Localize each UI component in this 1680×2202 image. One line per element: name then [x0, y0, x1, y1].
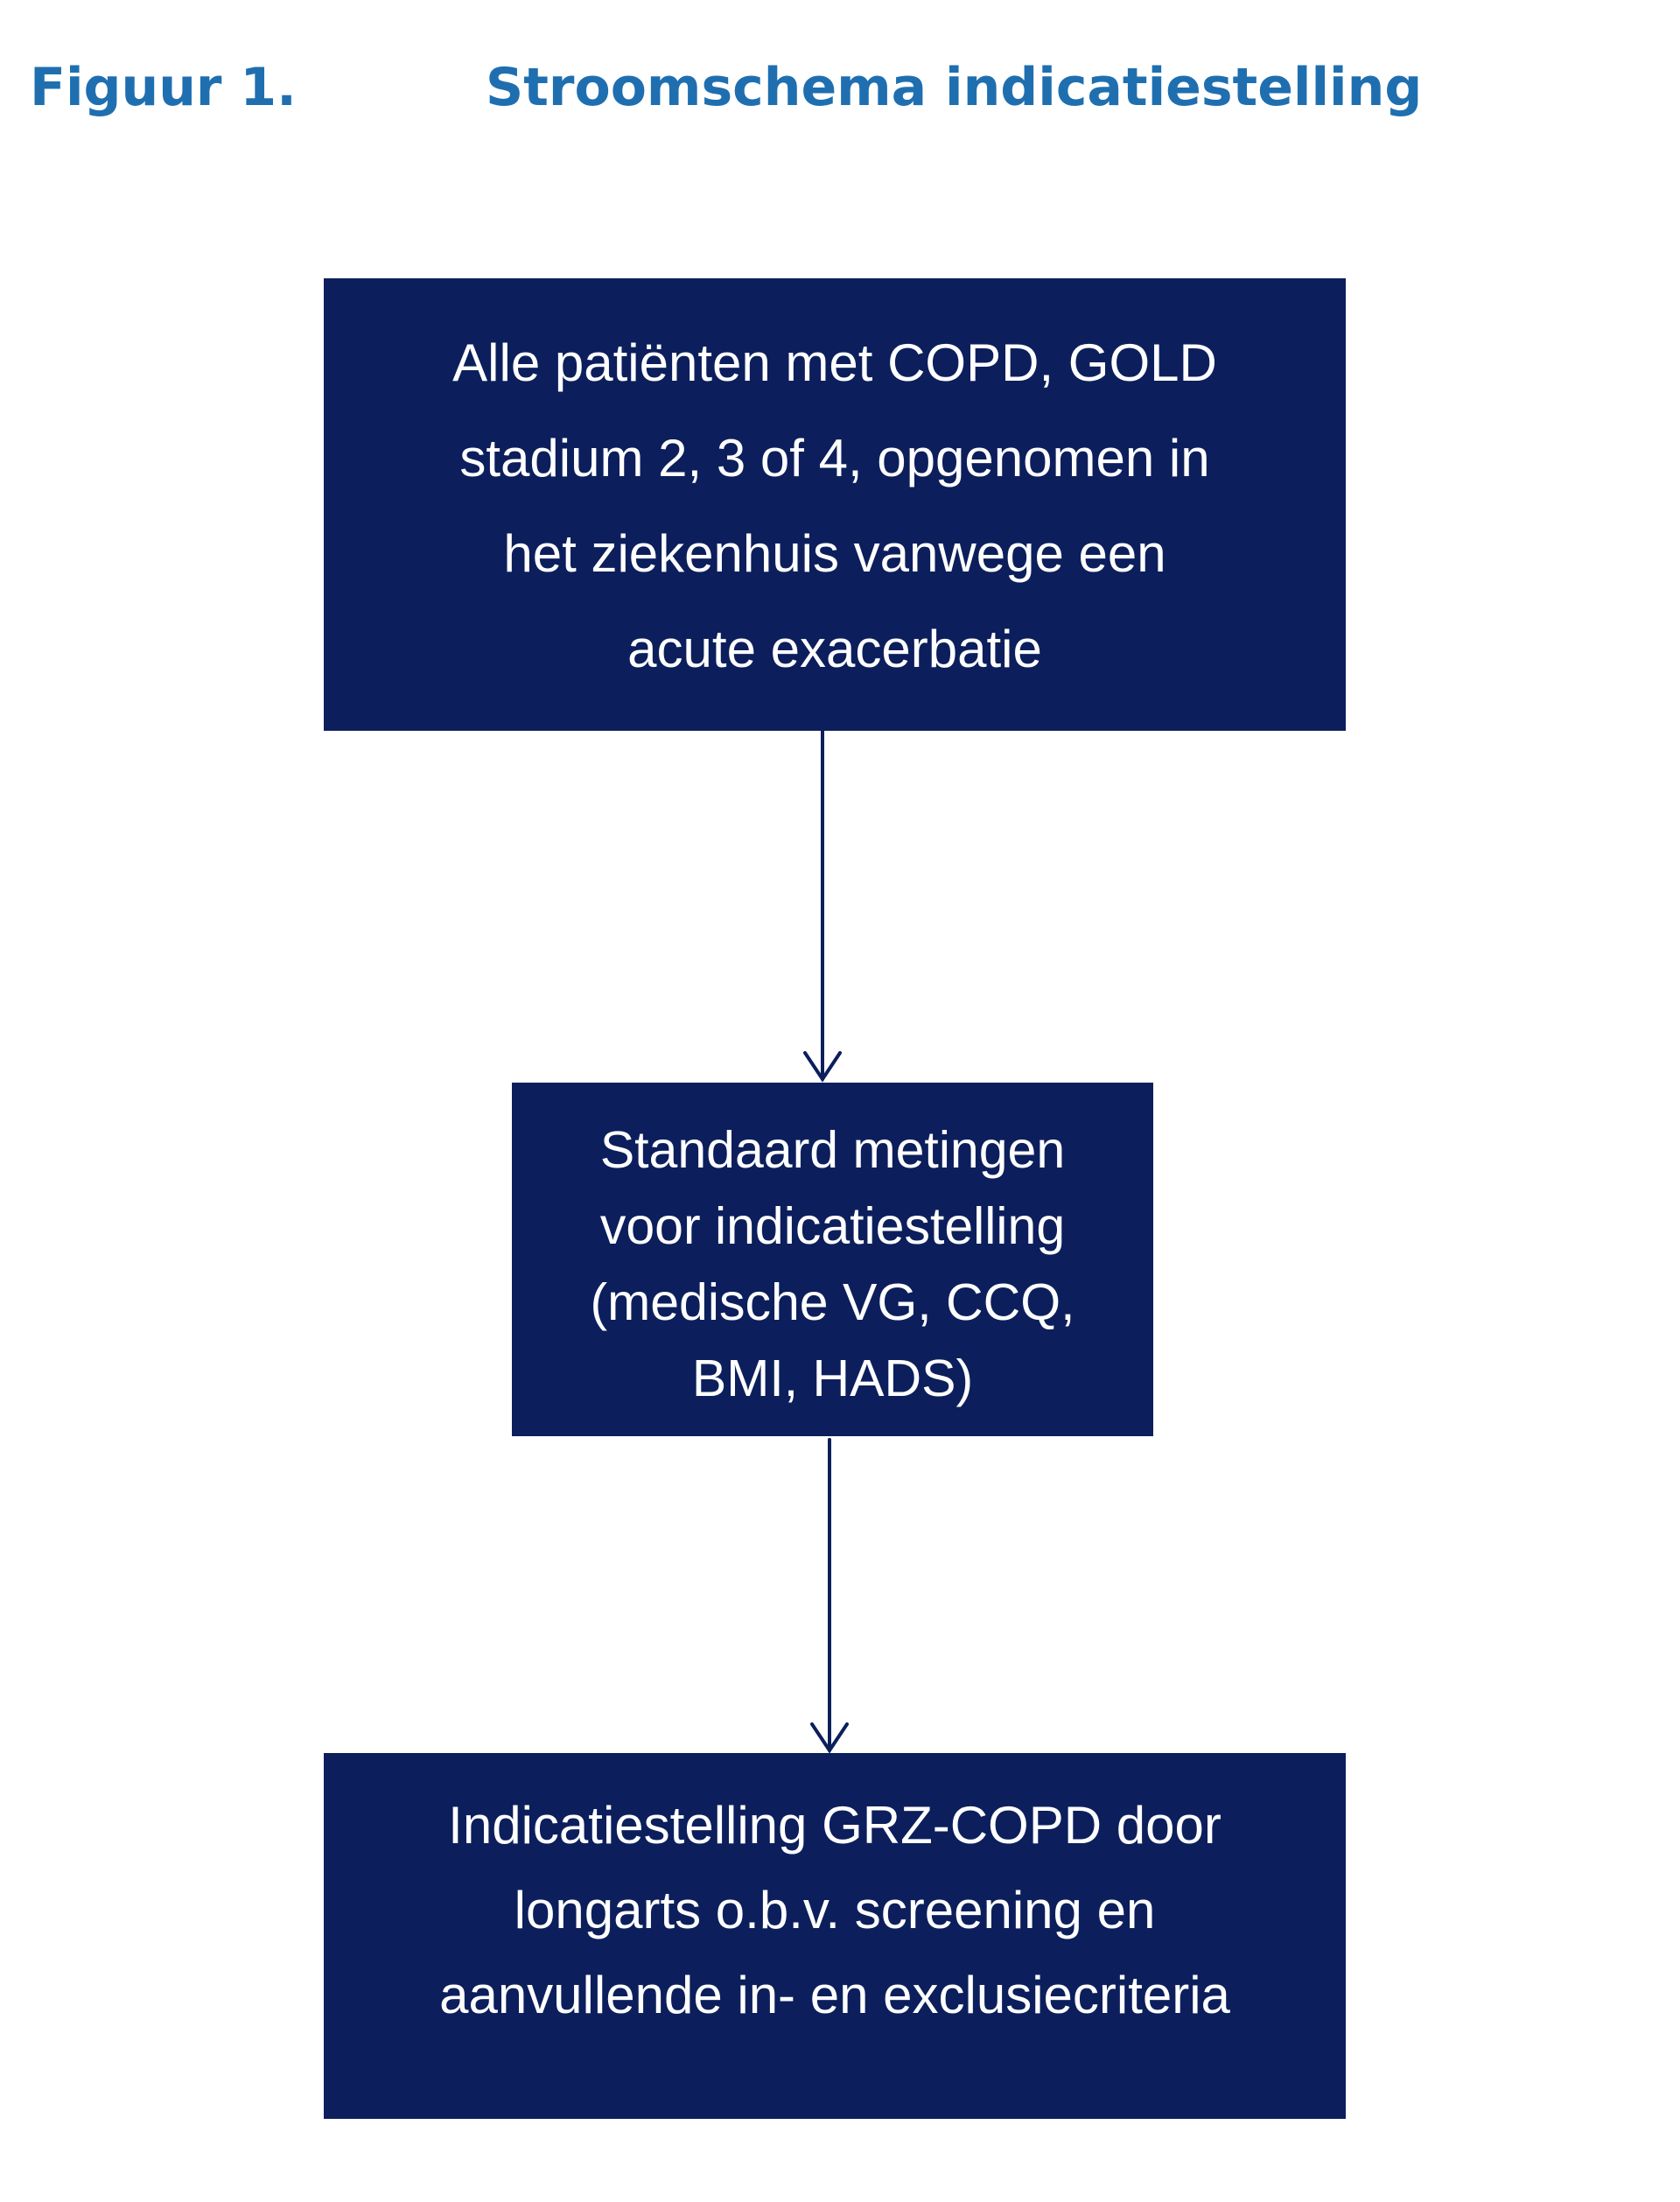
- arrow-step-1-to-2: [805, 731, 840, 1079]
- step-text-line: voor indicatiestelling: [599, 1197, 1066, 1255]
- step-text-line: acute exacerbatie: [627, 620, 1042, 678]
- step-text-line: longarts o.b.v. screening en: [514, 1881, 1156, 1939]
- step-text-line: Standaard metingen: [599, 1121, 1066, 1179]
- figure-label: Figuur 1.: [30, 57, 297, 118]
- arrow-step-2-to-3: [812, 1440, 847, 1750]
- flowchart-step-indication: [324, 1753, 1346, 2119]
- flowchart-step-measurements: [512, 1083, 1153, 1436]
- step-text-line: aanvullende in- en exclusiecriteria: [439, 1966, 1230, 2024]
- step-text-line: BMI, HADS): [691, 1350, 974, 1407]
- step-text-line: Indicatiestelling GRZ-COPD door: [448, 1796, 1222, 1855]
- step-text-line: het ziekenhuis vanwege een: [503, 524, 1166, 583]
- flowchart-step-admission: [324, 278, 1346, 731]
- step-text-line: Alle patiënten met COPD, GOLD: [452, 333, 1217, 392]
- figure-title: Stroomschema indicatiestelling: [486, 57, 1423, 118]
- step-text-line: (medische VG, CCQ,: [590, 1273, 1075, 1331]
- step-text-line: stadium 2, 3 of 4, opgenomen in: [459, 429, 1210, 487]
